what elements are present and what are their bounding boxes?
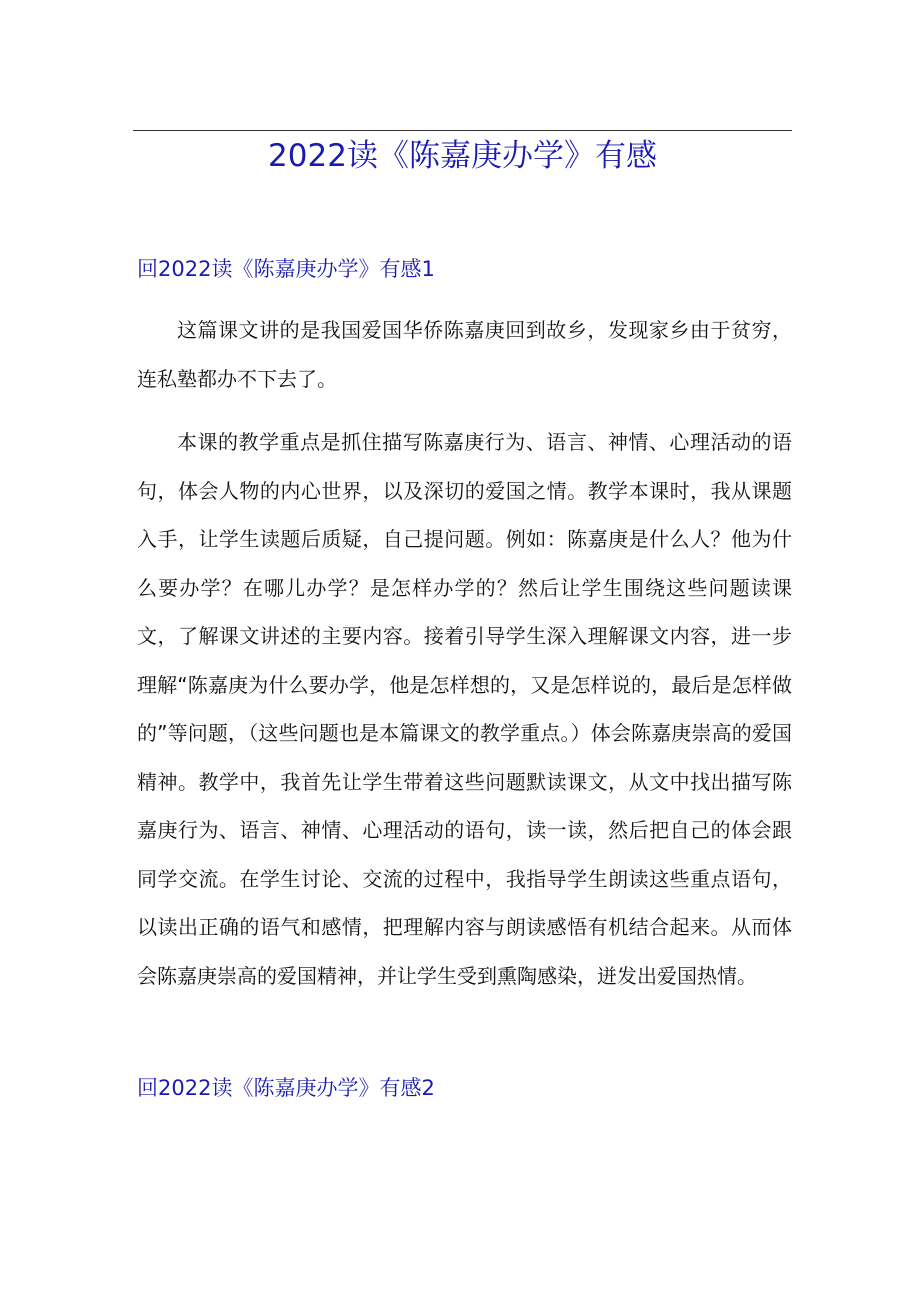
document-title: 2022读《陈嘉庚办学》有感 <box>268 138 657 174</box>
section-heading-1: 回2022读《陈嘉庚办学》有感1 <box>137 257 435 281</box>
paragraph-1: 这篇课文讲的是我国爱国华侨陈嘉庚回到故乡，发现家乡由于贫穷，连私塾都办不下去了。 <box>137 318 792 391</box>
top-rule <box>133 130 792 131</box>
paragraph-2: 本课的教学重点是抓住描写陈嘉庚行为、语言、神情、心理活动的语句，体会人物的内心世界，以及深切的爱国之情。教学本课时，我从课题入手，让学生读题后质疑，自己提问题。例如：陈嘉庚是什么人？他为什么要办学？在哪儿办学？是怎样办学的？然后让学生围绕这些问题读课文，了解课文讲述的主要内容。接着引导学生深入理解课文内容，进一步理解“陈嘉庚为什么要办学，他是怎样想的，又是怎样说的，最后是怎样做的”等问题，（这些问题也是本篇课文的教学重点。）体会陈嘉庚崇高的爱国精神。教学中，我首先让学生带着这些问题默读课文，从文中找出描写陈嘉庚行为、语言、神情、心理活动的语句，读一读，然后把自己的体会跟同学交流。在学生讨论、交流的过程中，我指导学生朗读这些重点语句，以读出正确的语气和感情，把理解内容与朗读感悟有机结合起来。从而体会陈嘉庚崇高的爱国精神，并让学生受到熏陶感染，迸发出爱国热情。 <box>137 430 792 988</box>
section-heading-2: 回2022读《陈嘉庚办学》有感2 <box>137 1076 435 1100</box>
